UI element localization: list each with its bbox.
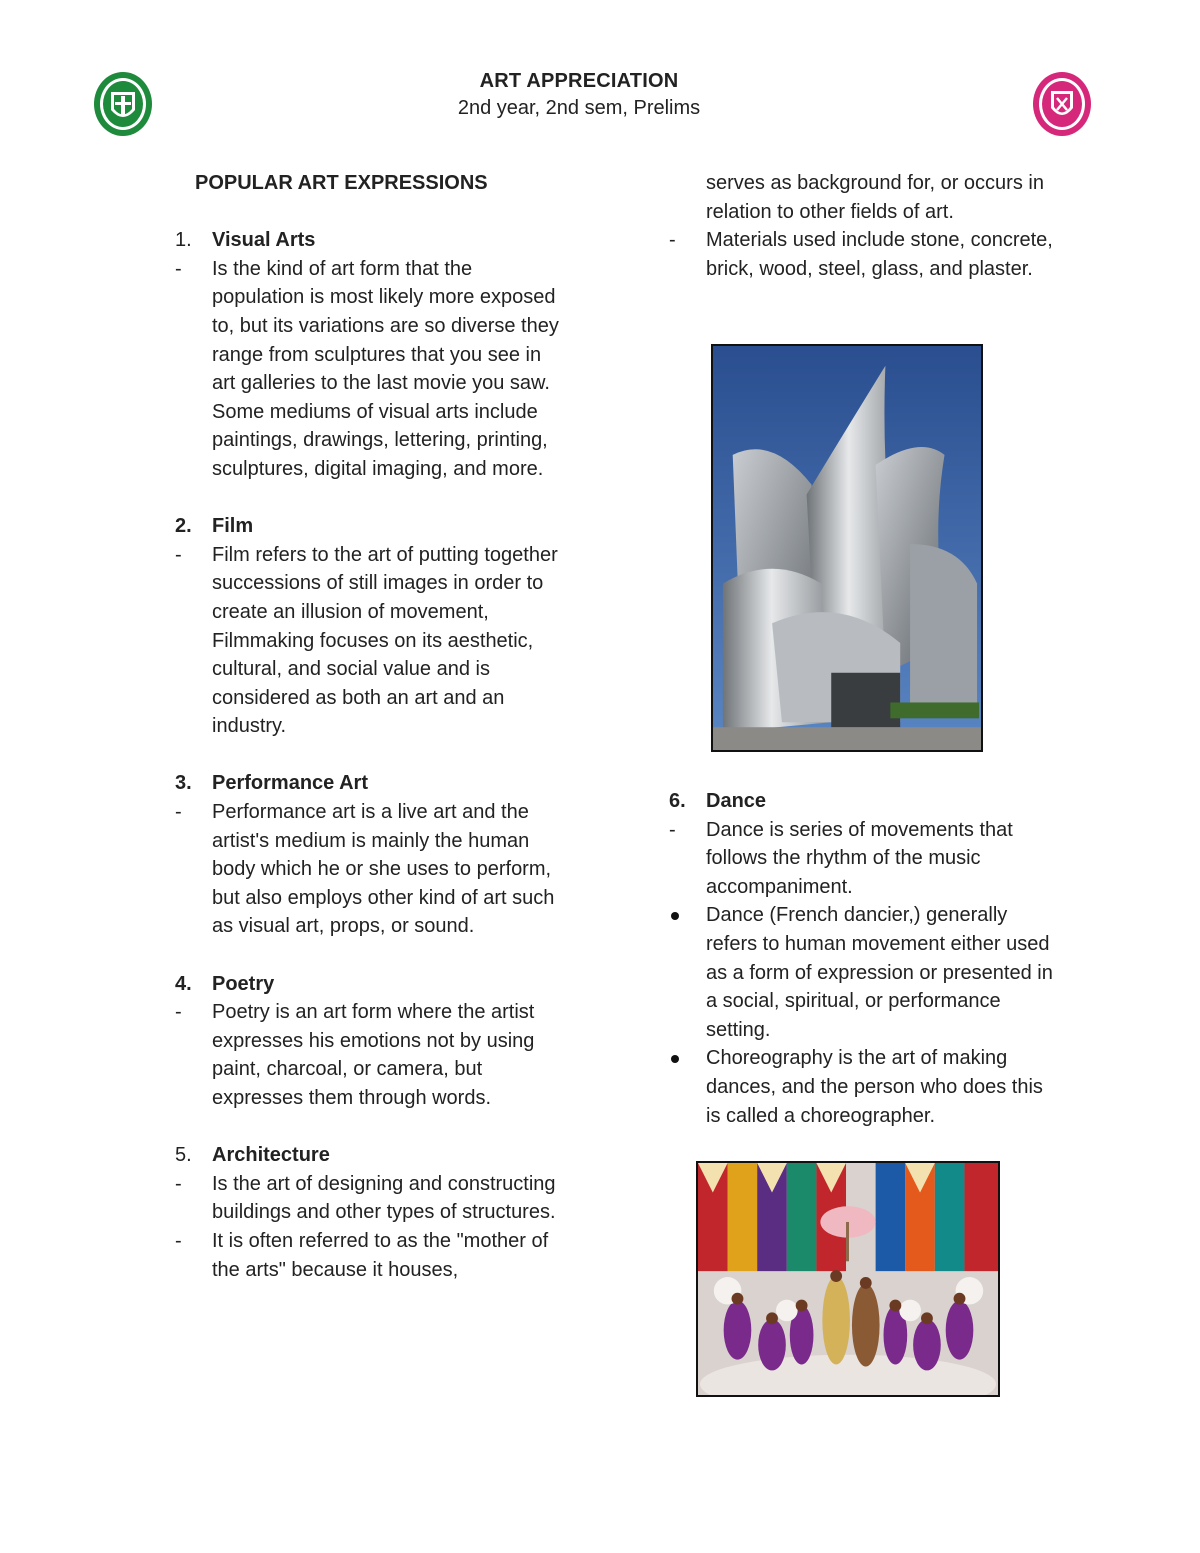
list-item [669,901,1061,1044]
dash-marker: - [669,818,676,841]
item-title: Visual Arts [212,229,316,252]
item-text: Materials used include stone, concrete, brick, wood, steel, glass, and plaster. [706,229,1053,280]
dash-marker: - [175,801,182,824]
bullet-dot-icon [671,912,679,920]
dash-marker: - [669,229,676,252]
list-item [669,816,1061,902]
item-text: It is often referred to as the "mother of the arts" because it houses, [212,1229,549,1281]
item-number: 2. [175,515,192,538]
list-item [669,226,1061,283]
item-text: Film refers to the art of putting together successions of still images in order to create an illusion of movement, Filmmaking focuses on its aesthetic, cultural, and social value and is considered as both an art and an industry. [212,543,558,738]
right-column-top [669,169,1061,283]
item-text: Is the art of designing and constructing buildings and other types of structures. [212,1172,556,1224]
list-item [175,255,567,484]
item-number: 6. [669,790,686,812]
item-film [175,512,567,541]
section-title: POPULAR ART EXPRESSIONS [195,172,488,194]
list-item [175,541,567,741]
list-item [175,998,567,1112]
item-number: 3. [175,772,192,795]
item-title: Performance Art [212,772,368,795]
item-title: Architecture [212,1144,330,1167]
architecture-photo [711,344,983,752]
bullet-dot-icon [671,1055,679,1063]
continued-text: serves as background for, or occurs in relation to other fields of art. [706,172,1044,223]
item-dance [669,787,1061,816]
dash-marker: - [175,1172,182,1195]
dash-marker: - [175,1229,182,1252]
document-title: ART APPRECIATION [479,70,679,92]
item-number: 4. [175,972,192,995]
list-item [175,1170,567,1227]
item-number: 1. [175,229,192,252]
dash-marker: - [175,1001,182,1024]
list-item [175,798,567,941]
item-text: Is the kind of art form that the population is most likely more exposed to, but its variations are so diverse they range from sculptures that you see in art galleries to the last movie you saw. Some mediums of visual arts include paintings, drawings, lettering, printing, sculptures, digital imaging, and more. [212,257,559,480]
dash-marker: - [175,257,182,280]
item-poetry [175,970,567,999]
document-subtitle: 2nd year, 2nd sem, Prelims [457,97,701,119]
item-title: Film [212,515,254,538]
item-text: Dance is series of movements that follows the rhythm of the music accompaniment. [706,818,1013,898]
item-text: Performance art is a live art and the artist's medium is mainly the human body which he or she uses to perform, but also employs other kind of art such as visual art, props, or sound. [212,801,555,938]
item-number: 5. [175,1144,192,1167]
list-item [175,1227,567,1284]
item-text: Poetry is an art form where the artist expresses his emotions not by using paint, charcoal, or camera, but expresses them through words. [212,1001,535,1109]
list-item [669,1044,1061,1130]
item-architecture [175,1141,567,1170]
dash-marker: - [175,543,182,566]
item-visual-arts [175,226,567,255]
item-text: Choreography is the art of making dances, and the person who does this is called a choreographer. [706,1047,1043,1127]
right-column-dance [669,787,1061,1130]
left-column [175,169,567,1284]
item-text: Dance (French dancier,) generally refers to human movement either used as a form of expression or presented in a social, spiritual, or performance setting. [706,904,1053,1041]
dance-photo [696,1161,1000,1397]
item-title: Dance [706,790,767,812]
item-performance-art [175,769,567,798]
item-title: Poetry [212,972,275,995]
